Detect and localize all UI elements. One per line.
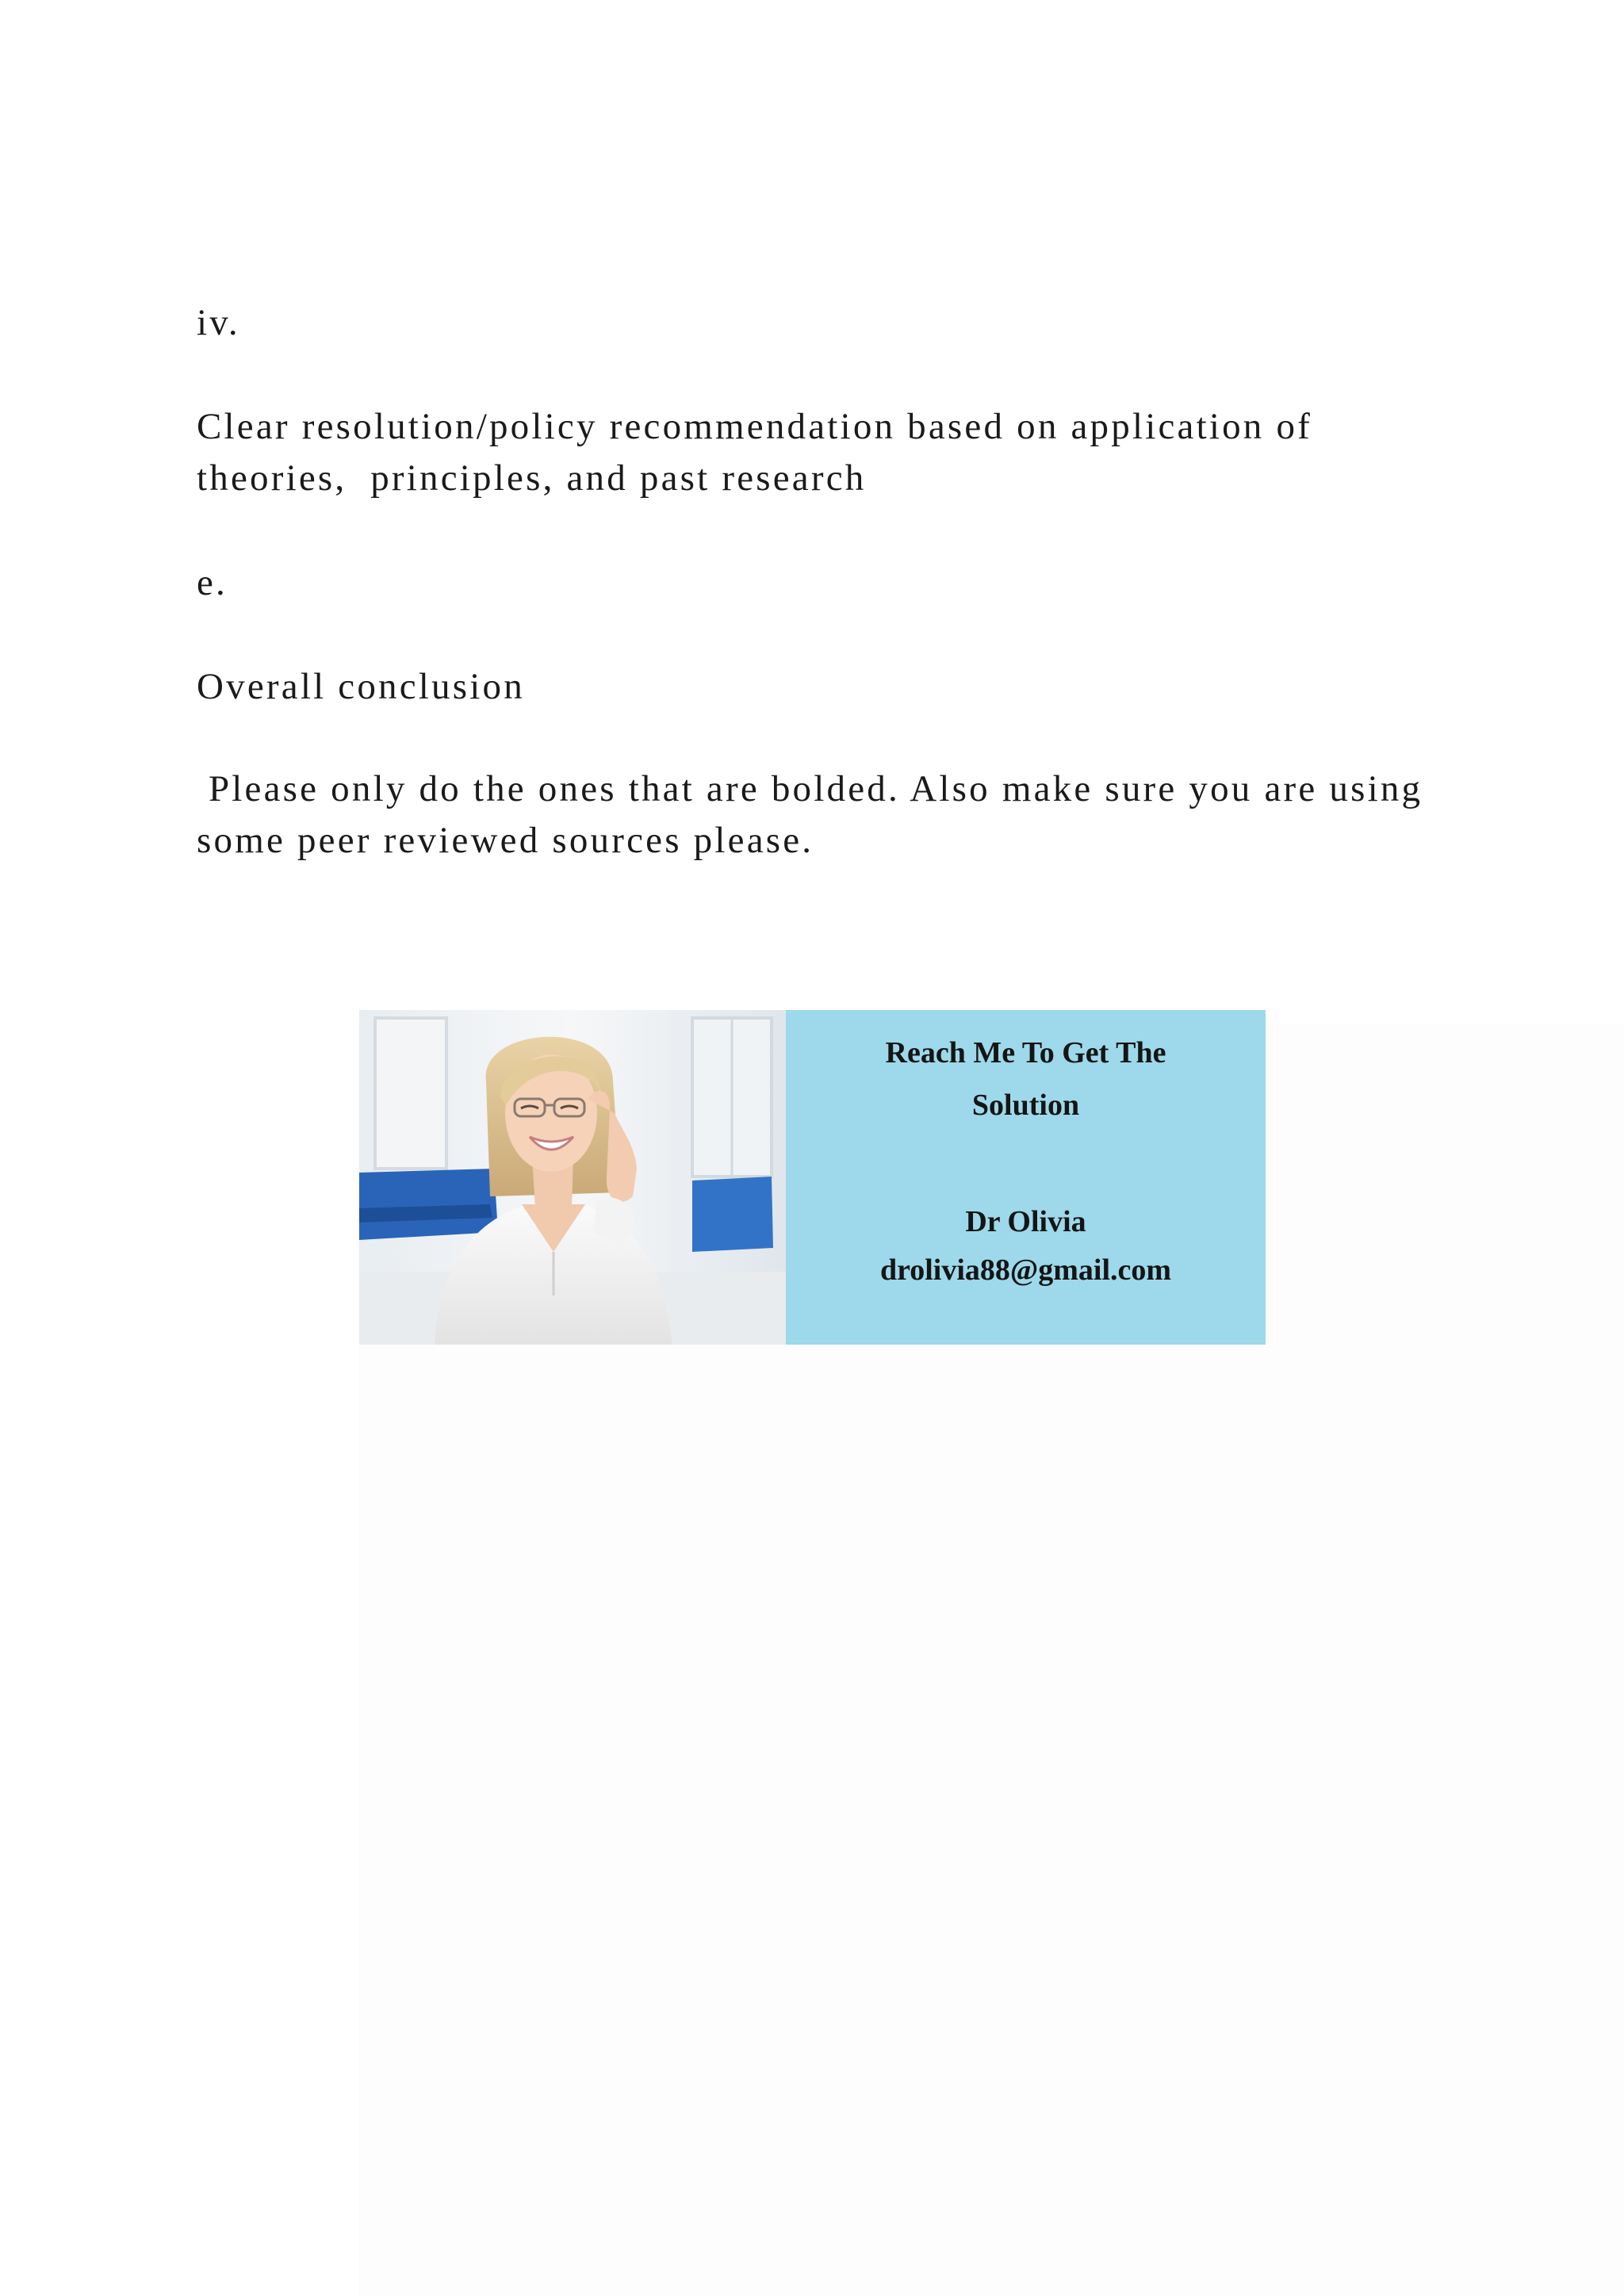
card-headline-line2: Solution (971, 1089, 1080, 1122)
card-contact-email[interactable]: drolivia88@gmail.com (879, 1253, 1172, 1287)
portrait-photo (359, 1010, 786, 1345)
recommendation-paragraph: Clear resolution/policy recommendation based on application of theories, principles, and past research (197, 406, 1324, 499)
instruction-note: Please only do the ones that are bolded. Also make sure you are using some peer reviewed sources please. (197, 768, 1435, 861)
woman-portrait-illustration (359, 1010, 786, 1345)
contact-card (786, 1010, 1266, 1345)
card-contact-name: Dr Olivia (965, 1205, 1086, 1238)
contact-banner (359, 1010, 1266, 1345)
conclusion-heading: Overall conclusion (197, 666, 525, 707)
list-marker-e: e. (197, 562, 228, 603)
list-marker-iv: iv. (197, 302, 240, 343)
card-headline-line1: Reach Me To Get The (885, 1036, 1166, 1070)
